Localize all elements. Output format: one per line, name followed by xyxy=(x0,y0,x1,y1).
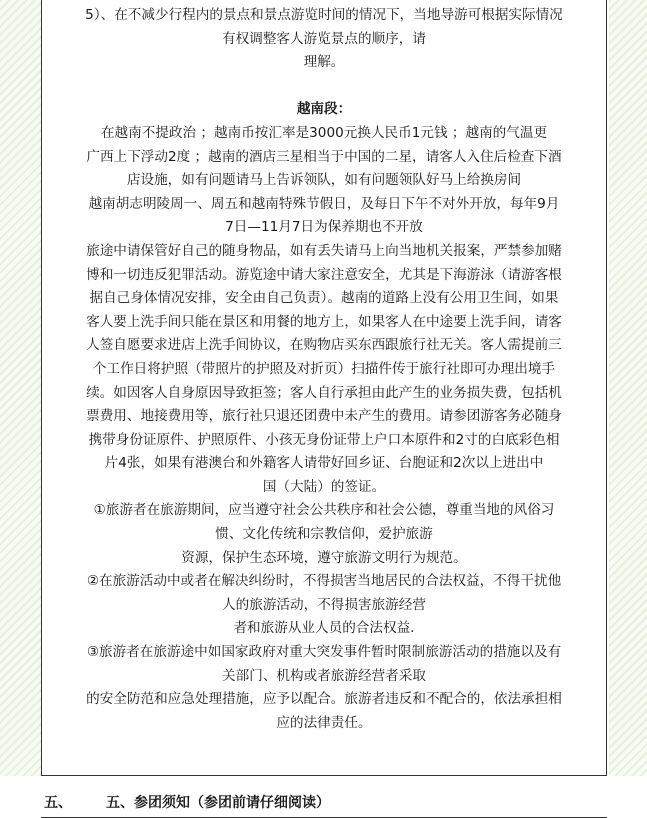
text-line: 携带身份证原件、护照原件、小孩无身份证带上户口本原件和2寸的白底彩色相 xyxy=(88,431,560,448)
text-line: 个工作日将护照（带照片的护照及对折页）扫描件传于旅行社即可办理出境手 xyxy=(92,360,556,377)
text-line: 续。如因客人自身原因导致拒签；客人自行承担由此产生的业务损失费，包括机 xyxy=(86,384,562,401)
text-line: 的安全防范和应急处理措施，应予以配合。旅游者违反和不配合的，依法承担相 xyxy=(86,691,562,708)
left-decorative-border xyxy=(0,0,41,818)
text-line: ①旅游者在旅游期间，应当遵守社会公共秩序和社会公德，尊重当地的风俗习 xyxy=(93,502,555,519)
text-line xyxy=(46,75,602,99)
text-line: 据自己身体情况安排，安全由自己负责）。越南的道路上没有公用卫生间，如果 xyxy=(89,290,559,307)
text-line: 人的旅游活动，不得损害旅游经营 xyxy=(222,596,426,613)
text-line: 博和一切违反犯罪活动。游览途中请大家注意安全，尤其是下海游泳（请游客根 xyxy=(86,266,562,283)
text-line: 5）、在不减少行程内的景点和景点游览时间的情况下，当地导游可根据实际情况 xyxy=(85,7,563,23)
text-line: ②在旅游活动中或者在解决纠纷时，不得损害当地居民的合法权益，不得干扰他 xyxy=(86,573,562,590)
text-line: 片4张，如果有港澳台和外籍客人请带好回乡证、台胞证和2次以上进出中 xyxy=(104,455,544,472)
section-footer xyxy=(0,776,647,818)
text-line: 者和旅游从业人员的合法权益. xyxy=(233,620,415,637)
text-line: 应的法律责任。 xyxy=(276,714,372,731)
text-line: 资源，保护生态环境，遵守旅游文明行为规范。 xyxy=(181,549,467,566)
text-line: 人签自愿要求进店上洗手间协议，在购物店买东西跟旅行社无关。客人需提前三 xyxy=(86,337,562,354)
notice-panel xyxy=(41,0,607,776)
text-line: 惯、文化传统和宗教信仰，爱护旅游 xyxy=(215,526,433,543)
section-heading: 越南段： xyxy=(296,101,352,118)
text-line: 有权调整客人游览景点的顺序，请 xyxy=(222,30,426,47)
text-line: 广西上下浮动2度 ；越南的酒店三星相当于中国的二星，请客人入住后检查下酒 xyxy=(86,148,562,165)
text-line: 7日—11月7日为保养期也不开放 xyxy=(225,219,423,236)
right-decorative-border xyxy=(609,0,647,818)
text-line: 越南胡志明陵周一、周五和越南特殊节假日，及每日下午不对外开放，每年9月 xyxy=(88,195,560,212)
notice-content xyxy=(42,4,606,735)
text-line: 国（大陆）的签证。 xyxy=(262,478,386,495)
text-line: 在越南不提政治 ；越南币按汇率是3000元换人民币1元钱 ；越南的气温更 xyxy=(100,124,548,141)
text-line: 关部门、机构或者旅游经营者采取 xyxy=(222,667,426,684)
section-number: 五、 xyxy=(44,795,72,811)
text-line: 店设施，如有问题请马上告诉领队，如有问题领队好马上给换房间 xyxy=(126,172,522,189)
text-line: 票费用、地接费用等，旅行社只退还团费中未产生的费用。请参团游客务必随身 xyxy=(86,408,562,425)
text-line: 理解。 xyxy=(303,54,345,71)
text-line: ③旅游者在旅游途中如国家政府对重大突发事件暂时限制旅游活动的措施以及有 xyxy=(86,644,562,661)
text-line: 客人要上洗手间只能在景区和用餐的地方上，如果客人在中途要上洗手间，请客 xyxy=(86,313,562,330)
section-title: 五、参团须知（参团前请仔细阅读） xyxy=(106,795,330,811)
text-line: 旅途中请保管好自己的随身物品，如有丢失请马上向当地机关报案，严禁参加赌 xyxy=(86,242,562,259)
